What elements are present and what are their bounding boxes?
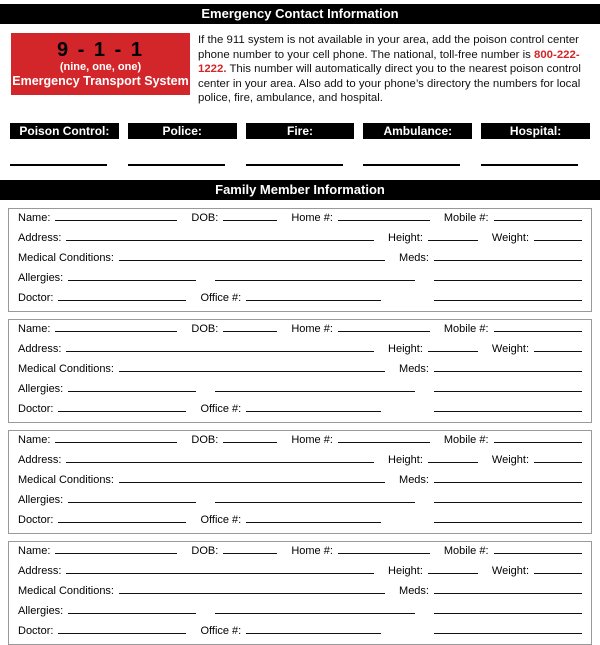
medical-conditions-label: Medical Conditions: <box>18 473 114 486</box>
doctor-row <box>18 512 582 532</box>
address-fill-line <box>66 563 374 574</box>
hospital-fill-line <box>481 164 578 166</box>
home-phone-fill-line <box>338 432 430 443</box>
meds-continuation-line <box>434 492 582 503</box>
address-label: Address: <box>18 231 62 244</box>
height-fill-line <box>428 341 478 352</box>
address-label: Address: <box>18 564 62 577</box>
meds-label: Meds: <box>399 251 429 264</box>
mobile-phone-label: Mobile #: <box>443 322 489 335</box>
home-phone-label: Home #: <box>291 211 333 224</box>
name-fill-line <box>55 321 177 332</box>
allergies-continuation-line <box>215 492 415 503</box>
dob-label: DOB: <box>191 544 219 557</box>
allergies-label: Allergies: <box>18 493 64 506</box>
office-phone-label: Office #: <box>200 513 242 526</box>
name-label: Name: <box>18 322 51 335</box>
dob-fill-line <box>223 543 277 554</box>
medical-conditions-label: Medical Conditions: <box>18 584 114 597</box>
address-row <box>18 341 582 361</box>
address-fill-line <box>66 230 374 241</box>
doctor-fill-line <box>58 623 186 634</box>
mobile-phone-fill-line <box>494 432 582 443</box>
home-phone-label: Home #: <box>291 544 333 557</box>
medical-conditions-row <box>18 472 582 492</box>
height-label: Height: <box>388 564 423 577</box>
weight-fill-line <box>534 341 582 352</box>
meds-continuation-line-2 <box>434 512 582 523</box>
ambulance-fill-line <box>363 164 460 166</box>
doctor-row <box>18 623 582 643</box>
police-label: Police: <box>128 123 237 139</box>
allergies-continuation-line <box>215 381 415 392</box>
allergies-fill-line <box>68 492 196 503</box>
weight-label: Weight: <box>491 564 529 577</box>
meds-continuation-line-2 <box>434 290 582 301</box>
allergies-row <box>18 270 582 290</box>
home-phone-label: Home #: <box>291 433 333 446</box>
weight-fill-line <box>534 452 582 463</box>
medical-conditions-row <box>18 250 582 270</box>
dob-fill-line <box>223 432 277 443</box>
dob-label: DOB: <box>191 433 219 446</box>
name-label: Name: <box>18 544 51 557</box>
paragraph-text-after: This number will automatically direct you to the nearest poison control center in your area. Also add to your phone’s directory the numbers for local police, fire, ambulance, and hospital. <box>198 63 581 105</box>
address-row <box>18 230 582 250</box>
911-subtitle: Emergency Transport System <box>12 74 189 88</box>
doctor-label: Doctor: <box>18 291 54 304</box>
911-number: 9 - 1 - 1 <box>57 39 144 61</box>
office-phone-label: Office #: <box>200 624 242 637</box>
allergies-label: Allergies: <box>18 382 64 395</box>
poison-control-fill-line <box>10 164 107 166</box>
911-words: (nine, one, one) <box>59 61 142 73</box>
mobile-phone-label: Mobile #: <box>443 433 489 446</box>
home-phone-label: Home #: <box>291 322 333 335</box>
allergies-row <box>18 381 582 401</box>
medical-conditions-fill-line <box>119 583 385 594</box>
contact-label-row <box>10 123 590 139</box>
name-label: Name: <box>18 433 51 446</box>
contact-fill-in-row <box>10 164 590 166</box>
allergies-continuation-line <box>215 270 415 281</box>
name-fill-line <box>55 543 177 554</box>
doctor-row <box>18 401 582 421</box>
mobile-phone-fill-line <box>494 321 582 332</box>
medical-conditions-row <box>18 583 582 603</box>
weight-fill-line <box>534 563 582 574</box>
weight-label: Weight: <box>491 342 529 355</box>
meds-continuation-line <box>434 603 582 614</box>
height-label: Height: <box>388 231 423 244</box>
meds-label: Meds: <box>399 584 429 597</box>
hospital-label: Hospital: <box>481 123 590 139</box>
doctor-label: Doctor: <box>18 624 54 637</box>
medical-conditions-label: Medical Conditions: <box>18 251 114 264</box>
home-phone-fill-line <box>338 210 430 221</box>
family-member-box <box>8 319 592 423</box>
address-label: Address: <box>18 453 62 466</box>
medical-conditions-label: Medical Conditions: <box>18 362 114 375</box>
fire-label: Fire: <box>246 123 355 139</box>
doctor-fill-line <box>58 512 186 523</box>
dob-label: DOB: <box>191 322 219 335</box>
name-row <box>18 543 582 563</box>
mobile-phone-fill-line <box>494 210 582 221</box>
doctor-fill-line <box>58 290 186 301</box>
doctor-row <box>18 290 582 310</box>
meds-label: Meds: <box>399 473 429 486</box>
name-label: Name: <box>18 211 51 224</box>
mobile-phone-fill-line <box>494 543 582 554</box>
height-fill-line <box>428 452 478 463</box>
meds-continuation-line-2 <box>434 401 582 412</box>
dob-label: DOB: <box>191 211 219 224</box>
home-phone-fill-line <box>338 543 430 554</box>
medical-conditions-fill-line <box>119 250 385 261</box>
family-member-boxes <box>8 208 592 645</box>
address-fill-line <box>66 452 374 463</box>
doctor-label: Doctor: <box>18 402 54 415</box>
meds-label: Meds: <box>399 362 429 375</box>
police-fill-line <box>128 164 225 166</box>
allergies-fill-line <box>68 270 196 281</box>
medical-conditions-fill-line <box>119 472 385 483</box>
office-phone-fill-line <box>246 623 381 634</box>
dob-fill-line <box>223 321 277 332</box>
office-phone-label: Office #: <box>200 402 242 415</box>
meds-fill-line <box>434 472 582 483</box>
address-row <box>18 452 582 472</box>
allergies-label: Allergies: <box>18 271 64 284</box>
poison-control-phone-number: 800-222-1222. <box>198 48 580 76</box>
weight-fill-line <box>534 230 582 241</box>
fire-fill-line <box>246 164 343 166</box>
address-row <box>18 563 582 583</box>
medical-conditions-fill-line <box>119 361 385 372</box>
page-title: Emergency Contact Information <box>0 4 600 24</box>
mobile-phone-label: Mobile #: <box>443 544 489 557</box>
name-fill-line <box>55 210 177 221</box>
allergies-label: Allergies: <box>18 604 64 617</box>
allergies-continuation-line <box>215 603 415 614</box>
height-fill-line <box>428 563 478 574</box>
name-row <box>18 321 582 341</box>
office-phone-fill-line <box>246 401 381 412</box>
medical-conditions-row <box>18 361 582 381</box>
address-label: Address: <box>18 342 62 355</box>
height-label: Height: <box>388 453 423 466</box>
family-member-box <box>8 541 592 645</box>
911-red-box <box>11 33 190 95</box>
height-fill-line <box>428 230 478 241</box>
allergies-row <box>18 492 582 512</box>
mobile-phone-label: Mobile #: <box>443 211 489 224</box>
name-fill-line <box>55 432 177 443</box>
height-label: Height: <box>388 342 423 355</box>
ambulance-label: Ambulance: <box>363 123 472 139</box>
name-row <box>18 432 582 452</box>
allergies-fill-line <box>68 603 196 614</box>
meds-fill-line <box>434 361 582 372</box>
office-phone-fill-line <box>246 290 381 301</box>
address-fill-line <box>66 341 374 352</box>
poison-control-label: Poison Control: <box>10 123 119 139</box>
meds-continuation-line <box>434 381 582 392</box>
family-member-box <box>8 208 592 312</box>
weight-label: Weight: <box>491 453 529 466</box>
poison-control-paragraph <box>198 33 589 106</box>
family-section-title: Family Member Information <box>0 180 600 200</box>
meds-fill-line <box>434 250 582 261</box>
meds-continuation-line <box>434 270 582 281</box>
name-row <box>18 210 582 230</box>
home-phone-fill-line <box>338 321 430 332</box>
dob-fill-line <box>223 210 277 221</box>
intro-section <box>11 33 589 106</box>
meds-fill-line <box>434 583 582 594</box>
doctor-fill-line <box>58 401 186 412</box>
meds-continuation-line-2 <box>434 623 582 634</box>
doctor-label: Doctor: <box>18 513 54 526</box>
allergies-fill-line <box>68 381 196 392</box>
allergies-row <box>18 603 582 623</box>
paragraph-text-before: If the 911 system is not available in your area, add the poison control center phone number to your cell phone. The national, toll-free number is <box>198 34 579 61</box>
office-phone-fill-line <box>246 512 381 523</box>
weight-label: Weight: <box>491 231 529 244</box>
office-phone-label: Office #: <box>200 291 242 304</box>
family-member-box <box>8 430 592 534</box>
